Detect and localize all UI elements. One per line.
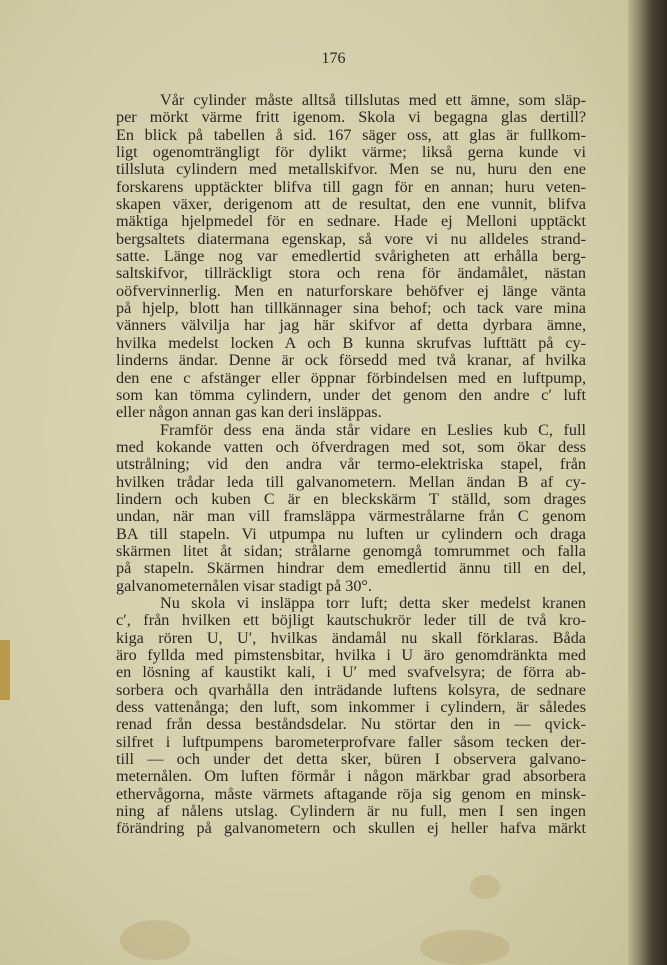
body-text [116,92,586,838]
text-line: som kan tömma cylindern, under det genom den andre c′ luft [116,385,586,404]
text-line: skapen växer, derigenom att de resultat, den ene vunnit, blifva [116,195,586,214]
text-line: BA till stapeln. Vi utpumpa nu luften ur cylindern och draga [116,524,586,543]
text-line: vänners välvilja har jag här skifvor af detta dyrbara ämne, [116,316,586,335]
text-line: renad från dessa beståndsdelar. Nu störtar den in — qvick- [116,715,586,734]
text-line: silfret i luftpumpens barometerprofvare faller såsom tecken der- [116,732,586,751]
text-line: med kokande vatten och öfverdragen med sot, som ökar dess [116,437,586,456]
bookmark-tab [0,640,10,700]
text-line: en lösning af kaustikt kali, i U′ med svafvelsyra; de förra ab- [116,663,586,682]
text-line: bergsaltets diatermana egenskap, så vore vi nu alldeles strand- [116,229,586,248]
text-line: per mörkt värme fritt igenom. Skola vi begagna glas dertill? [116,108,586,127]
book-binding-edge [628,0,667,965]
text-line: saltskifvor, tillräckligt stora och rena för ändamålet, nästan [116,264,586,283]
text-line: utstrålning; vid den andra vår termo-elektriska stapel, från [116,455,586,474]
text-line: ethervågorna, måste värmets aftagande röja sig genom en minsk- [116,784,586,803]
text-line: forskarens upptäckter blifva till gagn för en annan; huru veten- [116,177,586,196]
text-line: Framför dess ena ända står vidare en Leslies kub C, full [160,420,586,439]
text-line: hvilka medelst locken A och B kunna skrufvas lufttätt på cy- [116,333,586,352]
text-line: dess vattenånga; den luft, som inkommer i cylindern, är således [116,698,586,717]
text-line: på stapeln. Skärmen hindrar dem emedlertid ännu till en del, [116,559,586,578]
text-line: ligt ogenomträngligt för dylikt värme; likså gerna kunde vi [116,143,586,162]
paper-stain [420,930,510,965]
text-line: skärmen litet åt sidan; strålarne genomgå tomrummet och falla [116,541,586,560]
text-line: förändring på galvanometern och skullen ej heller hafva märkt [116,819,586,838]
text-line: hvilken trådar leda till galvanometern. Mellan ändan B af cy- [116,472,586,491]
text-line: linderns ändar. Denne är ock försedd med två kranar, af hvilka [116,351,586,370]
text-line: meternålen. Om luften förmår i någon märkbar grad absorbera [116,767,586,786]
text-line: oöfvervinnerlig. Men en naturforskare behöfver ej länge vänta [116,281,586,300]
text-line: satte. Länge nog var emedlertid svårigheten att erhålla berg- [116,247,586,266]
text-line: den ene c afstänger eller öppnar förbindelsen med en luftpump, [116,368,586,387]
text-line: kiga rören U, U′, hvilkas ändamål nu skall förklaras. Båda [116,628,586,647]
text-line: eller någon annan gas kan deri insläppas. [116,403,382,422]
text-line: sorbera och qvarhålla den inträdande luftens kolsyra, de sednare [116,680,586,699]
text-line: undan, när man vill framsläppa värmestrålarne från C genom [116,507,586,526]
text-line: Vår cylinder måste alltså tillslutas med ett ämne, som släp- [160,91,586,109]
text-line: tillsluta cylindern med metallskifvor. Men se nu, huru den ene [116,160,586,179]
page-number: 176 [321,50,346,67]
text-line: till — och under det detta sker, büren I observera galvano- [116,750,586,769]
text-line: Nu skola vi insläppa torr luft; detta sker medelst kranen [160,593,586,612]
text-line: galvanometernålen visar stadigt på 30°. [116,576,372,595]
text-line: ning af nålens utslag. Cylindern är nu full, men I sen ingen [116,802,586,821]
paper-stain [470,875,500,899]
text-line: lindern och kuben C är en bleckskärm T ställd, som drages [116,489,586,508]
text-line: äro fyllda med pimstensbitar, hvilka i U äro genomdränkta med [116,646,586,664]
text-line: på hjelp, blott han tillkännager sina behof; och tack vare mina [116,299,586,318]
text-line: En blick på tabellen å sid. 167 säger oss, att glas är fullkom- [116,125,586,144]
text-line: c′, från hvilken ett böjligt kautschukrör leder till de två kro- [116,611,586,630]
text-line: mäktiga hjelpmedel för en sednare. Hade ej Melloni upptäckt [116,212,586,231]
paper-stain [120,920,190,960]
